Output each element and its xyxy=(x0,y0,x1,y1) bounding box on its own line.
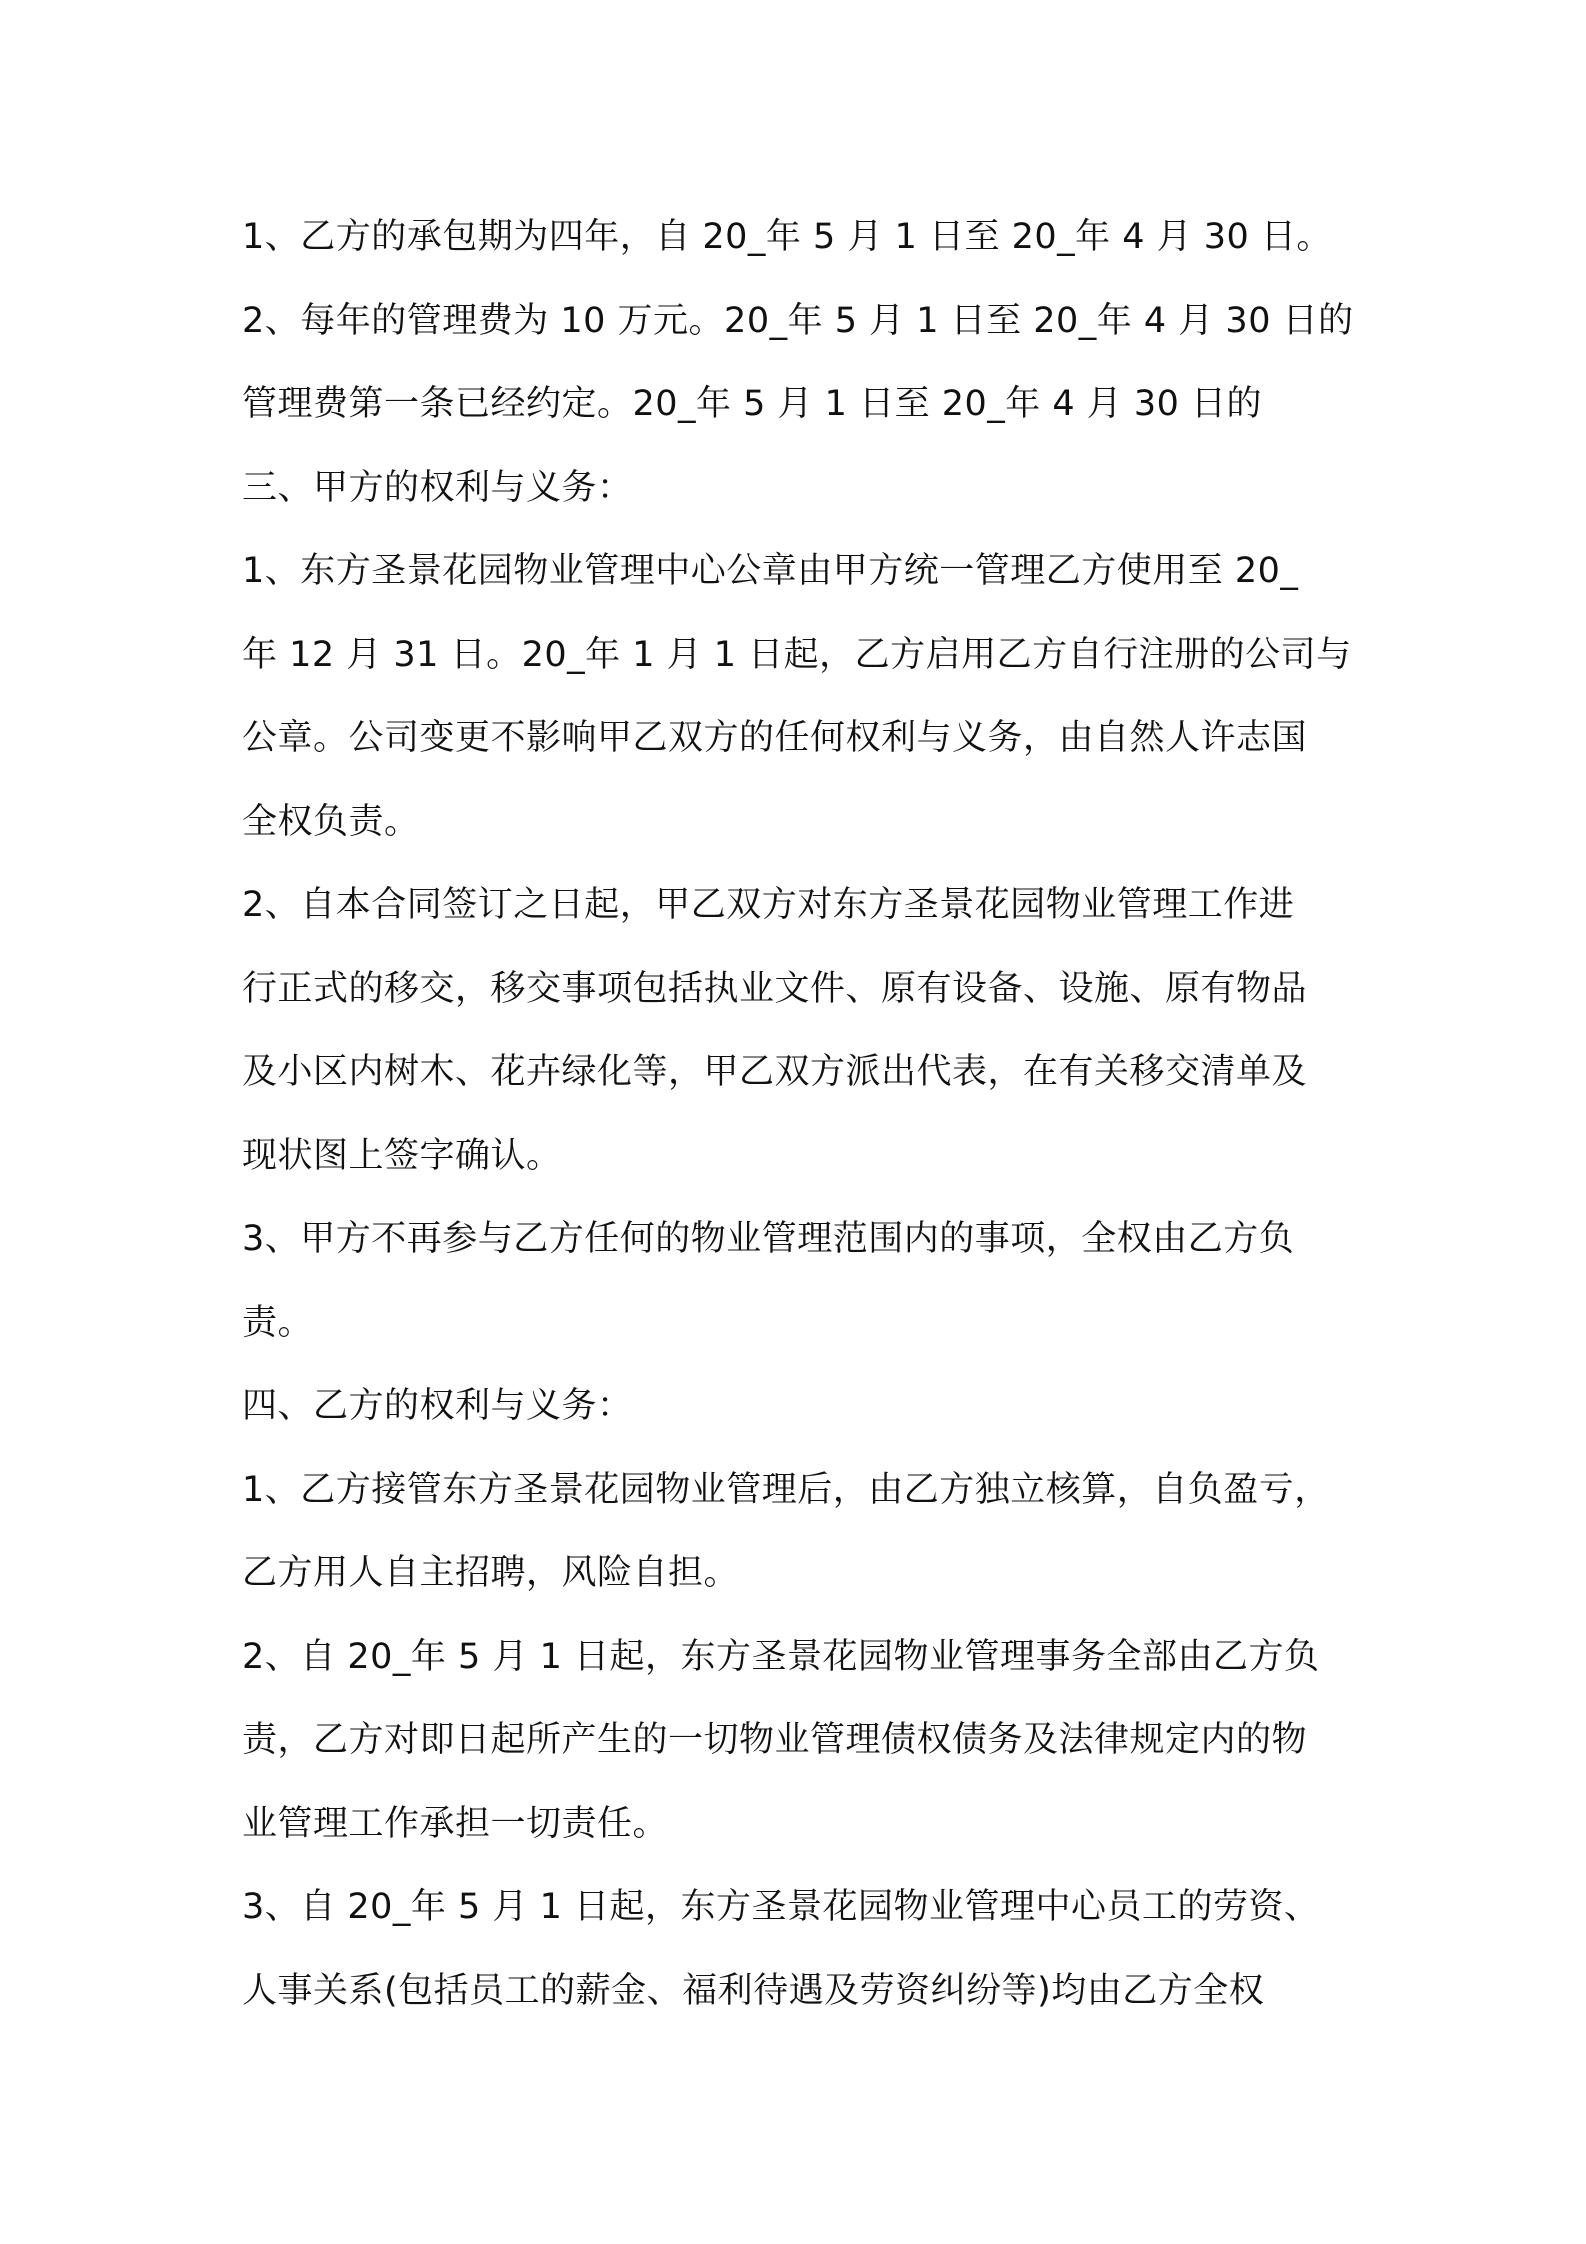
text-line: 责，乙方对即日起所产生的一切物业管理债权债务及法律规定内的物 xyxy=(242,1720,1308,1760)
text-line: 公章。公司变更不影响甲乙双方的任何权利与义务，由自然人许志国 xyxy=(242,718,1308,758)
text-line: 1、乙方接管东方圣景花园物业管理后，由乙方独立核算，自负盈亏， xyxy=(242,1469,1330,1510)
text-line: 2、自 20_年 5 月 1 日起，东方圣景花园物业管理事务全部由乙方负 xyxy=(242,1636,1320,1677)
text-line: 3、甲方不再参与乙方任何的物业管理范围内的事项，全权由乙方负 xyxy=(242,1219,1295,1259)
text-line: 乙方用人自主招聘，风险自担。 xyxy=(242,1553,740,1593)
text-line: 人事关系(包括员工的薪金、福利待遇及劳资纠纷等)均由乙方全权 xyxy=(242,1970,1265,2011)
text-line: 现状图上签字确认。 xyxy=(242,1135,562,1176)
section-heading: 三、甲方的权利与义务： xyxy=(242,467,633,508)
text-line: 及小区内树木、花卉绿化等，甲乙双方派出代表，在有关移交清单及 xyxy=(242,1052,1308,1092)
text-line: 管理费第一条已经约定。20_年 5 月 1 日至 20_年 4 月 30 日的 xyxy=(242,384,1263,424)
text-line: 业管理工作承担一切责任。 xyxy=(242,1803,669,1844)
text-line: 1、乙方的承包期为四年，自 20_年 5 月 1 日至 20_年 4 月 30 日。 xyxy=(242,217,1332,257)
text-line: 3、自 20_年 5 月 1 日起，东方圣景花园物业管理中心员工的劳资、 xyxy=(242,1887,1320,1927)
text-line: 2、每年的管理费为 10 万元。20_年 5 月 1 日至 20_年 4 月 30 日的 xyxy=(242,300,1354,341)
text-line: 2、自本合同签订之日起，甲乙双方对东方圣景花园物业管理工作进 xyxy=(242,885,1295,925)
section-heading: 四、乙方的权利与义务： xyxy=(242,1386,633,1426)
text-line: 责。 xyxy=(242,1302,314,1343)
text-line: 全权负责。 xyxy=(242,801,420,842)
text-line: 年 12 月 31 日。20_年 1 月 1 日起，乙方启用乙方自行注册的公司与 xyxy=(242,634,1352,675)
text-line: 1、东方圣景花园物业管理中心公章由甲方统一管理乙方使用至 20_ xyxy=(242,551,1299,591)
document-body xyxy=(242,196,1372,2033)
text-line: 行正式的移交，移交事项包括执业文件、原有设备、设施、原有物品 xyxy=(242,968,1308,1009)
